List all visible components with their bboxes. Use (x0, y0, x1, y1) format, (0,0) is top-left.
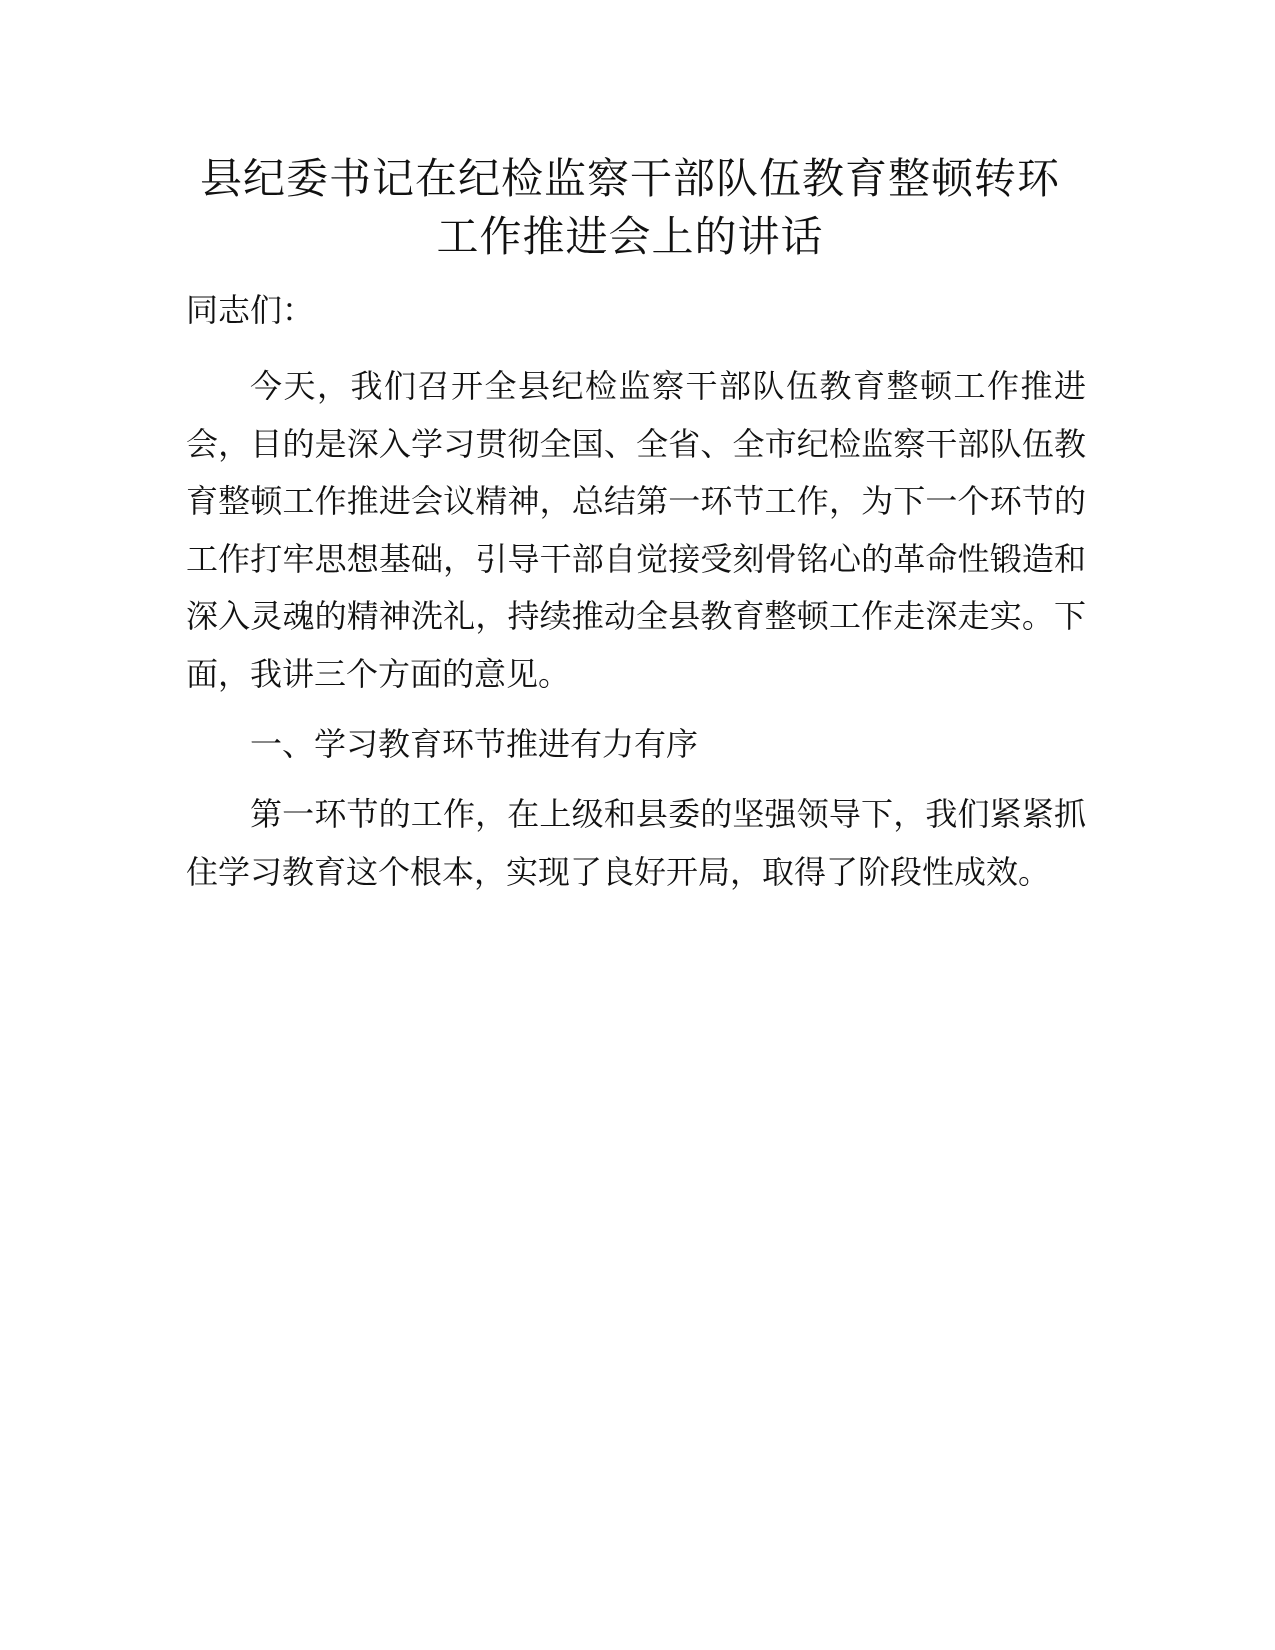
title-line-2: 工作推进会上的讲话 (436, 212, 824, 261)
paragraph-intro: 今天，我们召开全县纪检监察干部队伍教育整顿工作推进会，目的是深入学习贯彻全国、全省、全市纪检监察干部队伍教育整顿工作推进会议精神，总结第一环节工作，为下一个环节的工作打牢思想基础，引导干部自觉接受刻骨铭心的革命性锻造和深入灵魂的精神洗礼，持续推动全县教育整顿工作走深走实。下面，我讲三个方面的意见。 (186, 367, 1086, 693)
document-title (180, 150, 1080, 266)
title-line-1: 县纪委书记在纪检监察干部队伍教育整顿转环 (199, 154, 1060, 203)
greeting: 同志们： (186, 291, 315, 329)
section-heading-1: 一、学习教育环节推进有力有序 (250, 725, 699, 763)
paragraph-section-1: 第一环节的工作，在上级和县委的坚强领导下，我们紧紧抓住学习教育这个根本，实现了良好开局，取得了阶段性成效。 (186, 795, 1086, 891)
